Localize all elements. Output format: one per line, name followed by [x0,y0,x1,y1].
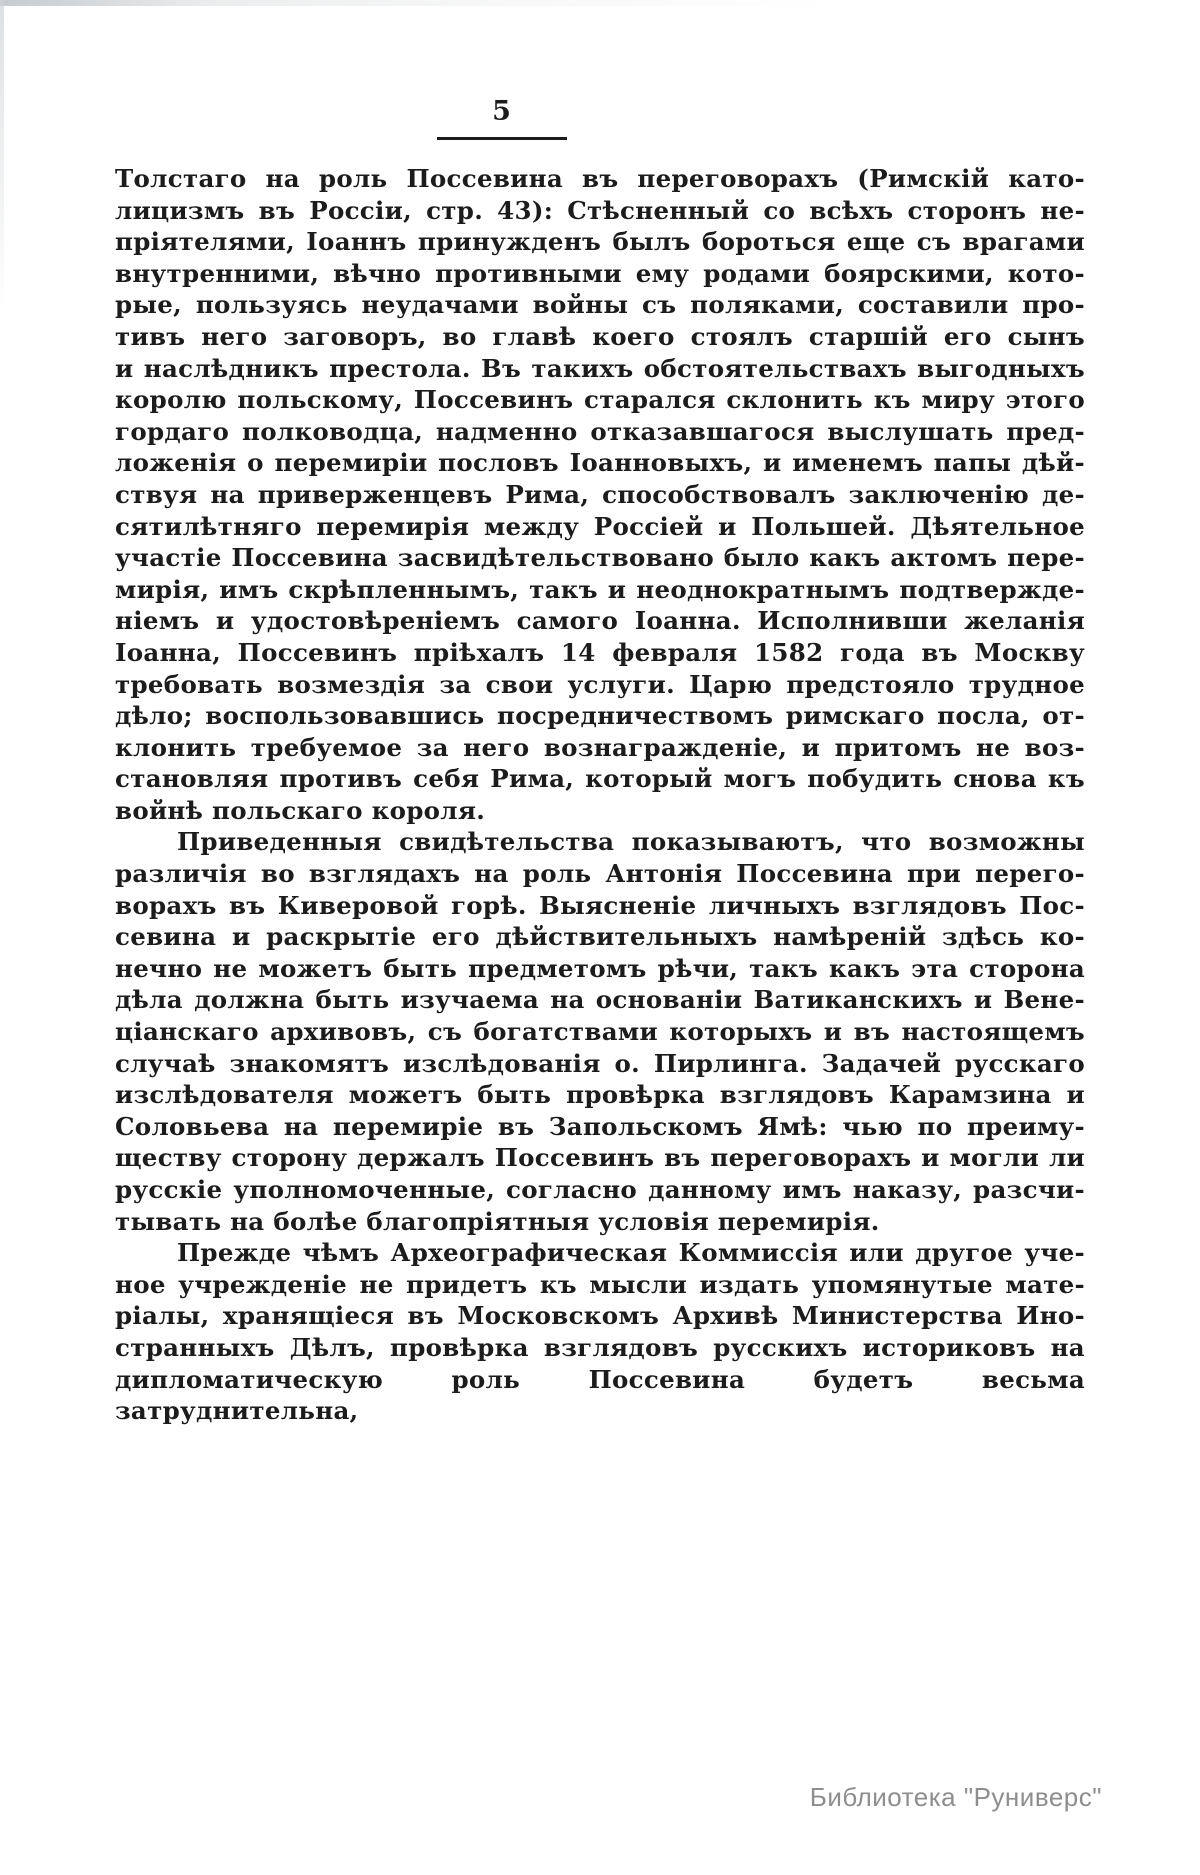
page-number: 5 [437,96,567,140]
text-line: ствуя на приверженцевъ Рима, способствовалъ заключенію де- [115,479,1085,509]
text-line: Толстаго на роль Поссевина въ переговорахъ (Римскій като- [115,164,1085,193]
library-watermark: Библиотека "Руниверс" [809,1782,1102,1812]
paragraph [115,163,1085,826]
text-line: ріалы, хранящіеся въ Московскомъ Архивѣ Министерства Ино- [115,1301,1085,1331]
text-line: дѣла должна быть изучаема на основаніи Ватиканскихъ и Вене- [115,985,1085,1015]
text-line: королю польскому, Поссевинъ старался склонить къ миру этого [115,385,1085,415]
text-line: тивъ него заговоръ, во главѣ коего стоялъ старшій его сынъ [115,321,1085,351]
text-line: ніемъ и удостовѣреніемъ самого Іоанна. Исполнивши желанія [115,606,1085,636]
text-line: тывать на болѣе благопріятныя условія перемирія. [115,1206,880,1236]
text-line: нечно не можетъ быть предметомъ рѣчи, такъ какъ эта сторона [115,953,1085,983]
text-line: внутренними, вѣчно противными ему родами боярскими, кото- [115,258,1085,288]
text-line: становляя противъ себя Рима, который могъ побудить снова къ [115,764,1085,794]
text-line: требовать возмездія за свои услуги. Царю предстояло трудное [115,669,1085,699]
text-line: клонить требуемое за него вознагражденіе, и притомъ не воз- [115,732,1085,762]
text-line: рые, пользуясь неудачами войны съ поляками, составили про- [115,290,1085,320]
text-line: ществу сторону держалъ Поссевинъ въ переговорахъ и могли ли [115,1143,1085,1173]
paragraph [115,826,1085,1237]
text-line: дипломатическую роль Поссевина будетъ весьма затруднительна, [115,1364,1085,1426]
text-line: участіе Поссевина засвидѣтельствовано было какъ актомъ пере- [115,543,1085,573]
text-line: Прежде чѣмъ Археографическая Коммиссія или другое уче- [177,1238,1085,1268]
text-line: войнѣ польскаго короля. [115,795,486,825]
text-line: странныхъ Дѣлъ, провѣрка взглядовъ русскихъ историковъ на [115,1332,1085,1362]
text-line: лицизмъ въ Россіи, стр. 43): Стѣсненный со всѣхъ сторонъ не- [115,195,1085,225]
text-line: различія во взглядахъ на роль Антонія Поссевина при перего- [115,859,1085,889]
text-line: и наслѣдникъ престола. Въ такихъ обстоятельствахъ выгодныхъ [115,353,1085,383]
text-line: русскіе уполномоченные, согласно данному имъ наказу, разсчи- [115,1175,1085,1204]
text-line: Іоанна, Поссевинъ пріѣхалъ 14 февраля 1582 года въ Москву [115,637,1085,667]
text-line: ворахъ въ Киверовой горѣ. Выясненіе личныхъ взглядовъ Пос- [115,890,1085,920]
text-line: Приведенныя свидѣтельства показываютъ, что возможны [177,827,1085,857]
text-block [115,163,1085,1427]
text-line: дѣло; воспользовавшись посредничествомъ римскаго посла, от- [115,701,1085,731]
text-line: ціанскаго архивовъ, съ богатствами которыхъ и въ настоящемъ [115,1017,1085,1047]
scan-edge-left [0,0,4,320]
text-line: сятилѣтняго перемирія между Россіей и Польшей. Дѣятельное [115,511,1085,541]
paragraph [115,1237,1085,1427]
text-line: ложенія о перемиріи пословъ Іоанновыхъ, и именемъ папы дѣй- [115,448,1085,478]
text-line: мирія, имъ скрѣпленнымъ, такъ и неоднократнымъ подтвержде- [115,574,1085,604]
text-line: ное учрежденіе не придетъ къ мысли издать упомянутые мате- [115,1269,1085,1299]
scan-edge-top [0,0,1200,6]
text-line: изслѣдователя можетъ быть провѣрка взглядовъ Карамзина и [115,1080,1085,1110]
text-line: пріятелями, Іоаннъ принужденъ былъ бороться еще съ врагами [115,227,1085,257]
text-line: случаѣ знакомятъ изслѣдованія о. Пирлинга. Задачей русскаго [115,1048,1085,1078]
text-line: севина и раскрытіе его дѣйствительныхъ намѣреній здѣсь ко- [115,922,1085,952]
text-line: Соловьева на перемиріе въ Запольскомъ Ямѣ: чью по преиму- [115,1111,1085,1141]
text-line: гордаго полководца, надменно отказавшагося выслушать пред- [115,416,1085,446]
